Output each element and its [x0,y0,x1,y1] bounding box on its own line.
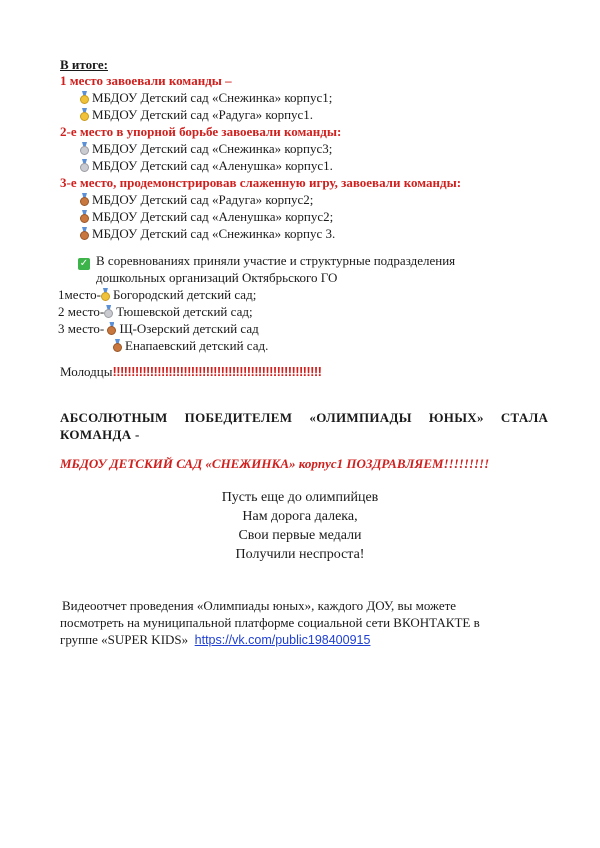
silver-medal-icon [80,142,89,155]
winner-line1: АБСОЛЮТНЫМ ПОБЕДИТЕЛЕМ «ОЛИМПИАДЫ ЮНЫХ» СТАЛА [60,410,549,425]
poem-line: Пусть еще до олимпийцев [221,490,379,505]
structural-intro-line1: ✓ В соревнованиях приняли участие и структурные подразделения [79,253,456,269]
list-item [80,107,313,123]
structural-intro-line2: дошкольных организаций Октябрьского ГО [96,270,338,285]
vk-group-link[interactable]: https://vk.com/public198400915 [194,633,371,647]
check-mark-icon: ✓ [79,258,89,269]
list-item-text: МБДОУ Детский сад «Снежинка» корпус3; [92,141,333,156]
list-item-text: МБДОУ Детский сад «Аленушка» корпус1. [92,158,333,173]
poem [150,488,450,564]
place2-title: 2-е место в упорной борьбе завоевали команды: [60,124,342,139]
list-item [80,158,333,174]
silver-medal-icon [104,305,113,318]
poem-line: Свои первые медали [238,528,362,543]
video-line2: посмотреть на муниципальной платформе социальной сети ВКОНТАКТЕ в [60,615,480,630]
poem-line: Нам дорога далека, [242,509,358,524]
winner-congrats: МБДОУ ДЕТСКИЙ САД «СНЕЖИНКА» корпус1 ПОЗДРАВЛЯЕМ!!!!!!!!! [60,456,490,471]
list-item-text: МБДОУ Детский сад «Радуга» корпус1. [92,107,314,122]
list-item [80,226,335,242]
poem-line: Получили неспроста! [235,547,365,562]
structural-place2: 2 место- Тюшевской детский сад; [58,304,253,319]
list-item [80,141,332,157]
list-item [80,192,313,208]
bronze-medal-icon [80,210,89,223]
structural-place3-second: Енапаевский детский сад. [113,338,268,354]
list-item-text: МБДОУ Детский сад «Снежинка» корпус 3. [92,226,336,241]
list-item-text: МБДОУ Детский сад «Радуга» корпус2; [92,192,314,207]
gold-medal-icon [80,108,89,121]
well-done: Молодцы!!!!!!!!!!!!!!!!!!!!!!!!!!!!!!!!!!!!!!!!!!!!!!!!!!!!!!!! [60,364,322,379]
list-item [80,90,332,106]
gold-medal-icon [101,288,110,301]
summary-heading: В итоге: [60,57,108,72]
video-line3: группе «SUPER KIDS» https://vk.com/public198400915 [60,632,371,647]
place3-title: 3-е место, продемонстрировав слаженную игру, завоевали команды: [60,175,462,190]
structural-place1: 1место- Богородский детский сад; [58,287,257,302]
bronze-medal-icon [80,227,89,240]
silver-medal-icon [80,159,89,172]
gold-medal-icon [80,91,89,104]
list-item-text: МБДОУ Детский сад «Аленушка» корпус2; [92,209,334,224]
list-item-text: МБДОУ Детский сад «Снежинка» корпус1; [92,90,333,105]
place1-title: 1 место завоевали команды – [60,73,232,88]
structural-place3: 3 место- Щ-Озерский детский сад [58,321,259,336]
winner-line2: КОМАНДА - [60,427,140,442]
list-item [80,209,333,225]
exclamation-marks: !!!!!!!!!!!!!!!!!!!!!!!!!!!!!!!!!!!!!!!!!!!!!!!!!!!!!!!! [112,364,322,379]
video-line1: Видеоотчет проведения «Олимпиады юных», каждого ДОУ, вы можете [62,598,457,613]
bronze-medal-icon [113,339,122,352]
bronze-medal-icon [80,193,89,206]
bronze-medal-icon [107,322,116,335]
